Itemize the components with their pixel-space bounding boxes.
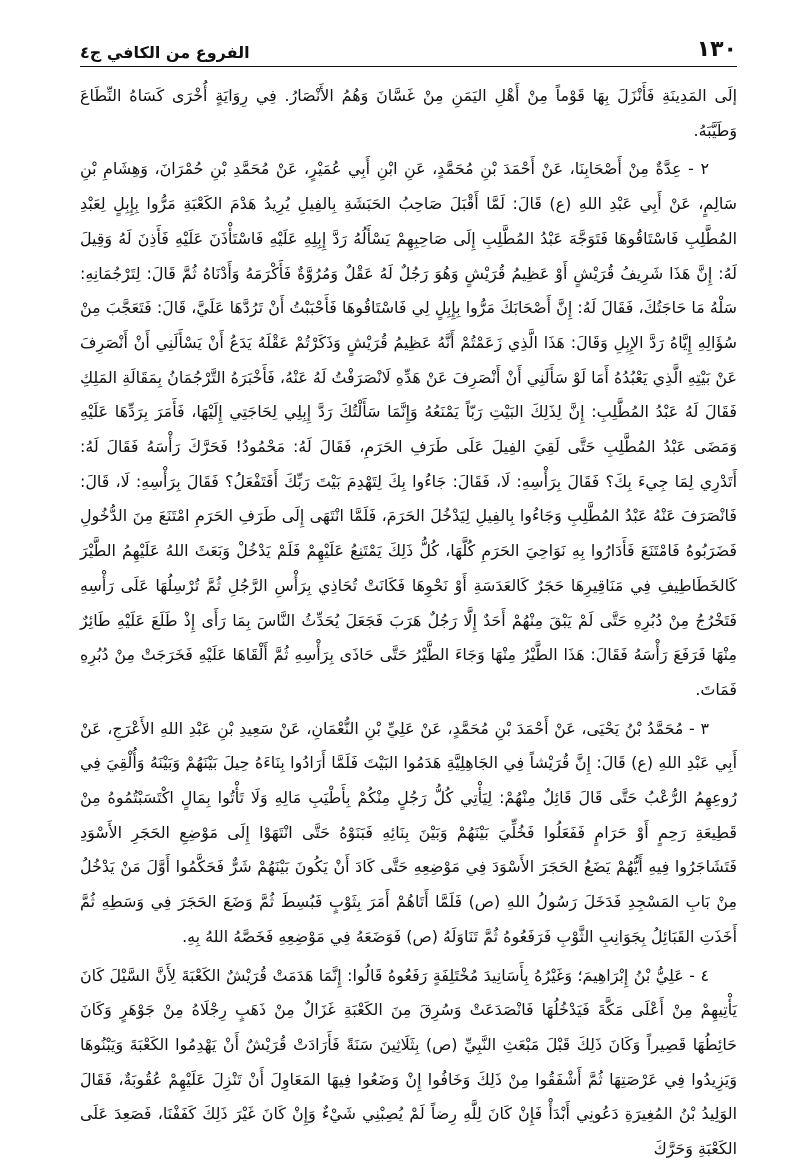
hadith-4-paragraph: ٤ - عَلِيُّ بْنُ إِبْرَاهِيمَ؛ وَغَيْرُهُ بِأَسَانِيدَ مُخْتَلِفَةٍ رَفَعُوهُ قَالُوا: إِنَّمَا هَدَمَتْ قُرَيْشٌ الكَعْبَةَ لِأَنَّ السَّيْلَ كَانَ يَأْتِيهِمْ مِنْ أَعْلَى مَكَّةَ فَيَدْخُلُهَا فَانْصَدَعَتْ وَسُرِقَ مِنَ الكَعْبَةِ غَزَالٌ مِنْ ذَهَبٍ رِجْلَاهُ مِنْ جَوْهَرٍ وَكَانَ حَائِطُهَا قَصِيراً وَكَانَ ذَلِكَ قَبْلَ مَبْعَثِ النَّبِيِّ (ص) بِثَلَاثِينَ سَنَةً فَأَرَادَتْ قُرَيْشٌ أَنْ يَهْدِمُوا الكَعْبَةَ وَيَبْنُوهَا وَيَزِيدُوا فِي عَرْصَتِهَا ثُمَّ أَشْفَقُوا مِنْ ذَلِكَ وَخَافُوا إِنْ وَضَعُوا فِيهَا المَعَاوِلَ أَنْ تَنْزِلَ عَلَيْهِمْ عُقُوبَةٌ، فَقَالَ الوَلِيدُ بْنُ المُغِيرَةِ دَعُونِي أَبْدَأْ فَإِنْ كَانَ لِلَّهِ رِضاً لَمْ يُصِبْنِي شَيْءٌ وَإِنْ كَانَ غَيْرَ ذَلِكَ كَفَفْنَا، فَصَعِدَ عَلَى الكَعْبَةِ وَحَرَّكَ (80, 965, 737, 1159)
running-title: الفروع من الكافي ج٤ (80, 43, 250, 62)
header-rule (80, 66, 737, 67)
page-header (80, 30, 737, 62)
body-text (80, 79, 737, 1167)
hadith-3-paragraph: ٣ - مُحَمَّدُ بْنُ يَحْيَى، عَنْ أَحْمَدَ بْنِ مُحَمَّدٍ، عَنْ عَلِيِّ بْنِ النُّعْمَانِ، عَنْ سَعِيدِ بْنِ عَبْدِ اللهِ الأَعْرَجِ، عَنْ أَبِي عَبْدِ اللهِ (ع) قَالَ: إِنَّ قُرَيْشاً فِي الجَاهِلِيَّةِ هَدَمُوا البَيْتَ فَلَمَّا أَرَادُوا بِنَاءَهُ حِيلَ بَيْنَهُمْ وَبَيْنَهُ وَأُلْقِيَ فِي رُوعِهِمُ الرُّعْبُ حَتَّى قَالَ قَائِلٌ مِنْهُمْ: لِيَأْتِي كُلُّ رَجُلٍ مِنْكُمْ بِأَطْيَبِ مَالِهِ وَلَا تَأْتُوا بِمَالٍ اكْتَسَبْتُمُوهُ مِنْ قَطِيعَةِ رَحِمٍ أَوْ حَرَامٍ فَفَعَلُوا فَخُلِّيَ بَيْنَهُمْ وَبَيْنَ بِنَائِهِ فَبَنَوْهُ حَتَّى انْتَهَوْا إِلَى مَوْضِعِ الحَجَرِ الأَسْوَدِ فَتَشَاجَرُوا فِيهِ أَيُّهُمْ يَضَعُ الحَجَرَ الأَسْوَدَ فِي مَوْضِعِهِ حَتَّى كَادَ أَنْ يَكُونَ بَيْنَهُمْ شَرٌّ فَحَكَّمُوا أَوَّلَ مَنْ يَدْخُلُ مِنْ بَابِ المَسْجِدِ فَدَخَلَ رَسُولُ اللهِ (ص) فَلَمَّا أَتَاهُمْ أَمَرَ بِثَوْبٍ فَبُسِطَ ثُمَّ وَضَعَ الحَجَرَ فِي وَسَطِهِ ثُمَّ أَخَذَتِ القَبَائِلُ بِجَوَانِبِ الثَّوْبِ فَرَفَعُوهُ ثُمَّ تَنَاوَلَهُ (ص) فَوَضَعَهُ فِي مَوْضِعِهِ فَخَصَّهُ اللهُ بِهِ. (80, 718, 737, 946)
page-number: ١٣٠ (696, 37, 737, 62)
paragraph-continuation: إلَى المَدِينَةِ فَأَنْزَلَ بِهَا قَوْماً مِنْ أَهْلِ اليَمَنِ مِنْ غَسَّانَ وَهُمُ الأَنْصَارُ. فِي رِوَايَةٍ أُخْرَى كَسَاهُ النِّطَاعَ وَطَيَّبَهُ. (80, 86, 737, 140)
hadith-2-paragraph: ٢ - عِدَّةٌ مِنْ أَصْحَابِنَا، عَنْ أَحْمَدَ بْنِ مُحَمَّدٍ، عَنِ ابْنِ أَبِي عُمَيْرٍ، عَنْ مُحَمَّدِ بْنِ حُمْرَانَ، وَهِشَامِ بْنِ سَالِمٍ، عَنْ أَبِي عَبْدِ اللهِ (ع) قَالَ: لَمَّا أَقْبَلَ صَاحِبُ الحَبَشَةِ بِالفِيلِ يُرِيدُ هَدْمَ الكَعْبَةِ مَرُّوا بِإِبِلٍ لِعَبْدِ المُطَّلِبِ فَاسْتَاقُوهَا فَتَوَجَّهَ عَبْدُ المُطَّلِبِ إِلَى صَاحِبِهِمْ يَسْأَلُهُ رَدَّ إِبِلِهِ عَلَيْهِ فَاسْتَأْذَنَ عَلَيْهِ فَأَذِنَ لَهُ وَقِيلَ لَهُ: إِنَّ هَذَا شَرِيفُ قُرَيْشٍ أَوْ عَظِيمُ قُرَيْشٍ وَهُوَ رَجُلٌ لَهُ عَقْلٌ وَمُرُوَّةٌ فَأَكْرَمَهُ وَأَدْنَاهُ ثُمَّ قَالَ: لِتَرْجُمَانِهِ: سَلْهُ مَا حَاجَتُكَ، فَقَالَ لَهُ: إِنَّ أَصْحَابَكَ مَرُّوا بِإِبِلٍ لِي فَاسْتَاقُوهَا فَأَحْبَبْتُ أَنْ تَرُدَّهَا عَلَيَّ، قَالَ: فَتَعَجَّبَ مِنْ سُؤَالِهِ إِيَّاهُ رَدَّ الإِبِلِ وَقَالَ: هَذَا الَّذِي زَعَمْتُمْ أَنَّهُ عَظِيمُ قُرَيْشٍ وَذَكَرْتُمْ عَقْلَهُ يَدَعُ أَنْ يَسْأَلَنِي أَنْ أَنْصَرِفَ عَنْ بَيْتِهِ الَّذِي يَعْبُدُهُ أَمَا لَوْ سَأَلَنِي أَنْ أَنْصَرِفَ عَنْ هَدِّهِ لَانْصَرَفْتُ لَهُ عَنْهُ، فَأَخْبَرَهُ التَّرْجُمَانُ بِمَقَالَةِ المَلِكِ فَقَالَ لَهُ عَبْدُ المُطَّلِبِ: إِنَّ لِذَلِكَ البَيْتِ رَبّاً يَمْنَعُهُ وَإِنَّمَا سَأَلْتُكَ رَدَّ إِبِلِي لِحَاجَتِي إِلَيْهَا، فَأَمَرَ بِرَدِّهَا عَلَيْهِ وَمَضَى عَبْدُ المُطَّلِبِ حَتَّى لَقِيَ الفِيلَ عَلَى طَرَفِ الحَرَمِ، فَقَالَ لَهُ: مَحْمُودُ! فَحَرَّكَ رَأْسَهُ فَقَالَ لَهُ: أَتَدْرِي لِمَا جِيءَ بِكَ؟ فَقَالَ بِرَأْسِهِ: لَا، فَقَالَ: جَاءُوا بِكَ لِتَهْدِمَ بَيْتَ رَبِّكَ أَفَتَفْعَلُ؟ فَقَالَ بِرَأْسِهِ: لَا، قَالَ: فَانْصَرَفَ عَنْهُ عَبْدُ المُطَّلِبِ وَجَاءُوا بِالفِيلِ لِيَدْخُلَ الحَرَمَ، فَلَمَّا انْتَهَى إِلَى طَرَفِ الحَرَمِ امْتَنَعَ مِنَ الدُّخُولِ فَضَرَبُوهُ فَامْتَنَعَ فَأَدَارُوا بِهِ نَوَاحِيَ الحَرَمِ كُلَّهَا، كُلُّ ذَلِكَ يَمْتَنِعُ عَلَيْهِمْ فَلَمْ يَدْخُلْ وَبَعَثَ اللهُ عَلَيْهِمُ الطَّيْرَ كَالخَطَاطِيفِ فِي مَنَاقِيرِهَا حَجَرٌ كَالعَدَسَةِ أَوْ نَحْوِهَا فَكَانَتْ تُحَاذِي بِرَأْسِ الرَّجُلِ ثُمَّ تُرْسِلُهَا عَلَى رَأْسِهِ فَتَخْرُجُ مِنْ دُبُرِهِ حَتَّى لَمْ يَبْقَ مِنْهُمْ أَحَدٌ إِلَّا رَجُلٌ هَرَبَ فَجَعَلَ يُحَدِّثُ النَّاسَ بِمَا رَأَى إِذْ طَلَعَ عَلَيْهِ طَائِرٌ مِنْهَا فَرَفَعَ رَأْسَهُ فَقَالَ: هَذَا الطَّيْرُ مِنْهَا وَجَاءَ الطَّيْرُ حَتَّى حَاذَى بِرَأْسِهِ ثُمَّ أَلْقَاهَا عَلَيْهِ فَخَرَجَتْ مِنْ دُبُرِهِ فَمَاتَ. (80, 159, 737, 699)
